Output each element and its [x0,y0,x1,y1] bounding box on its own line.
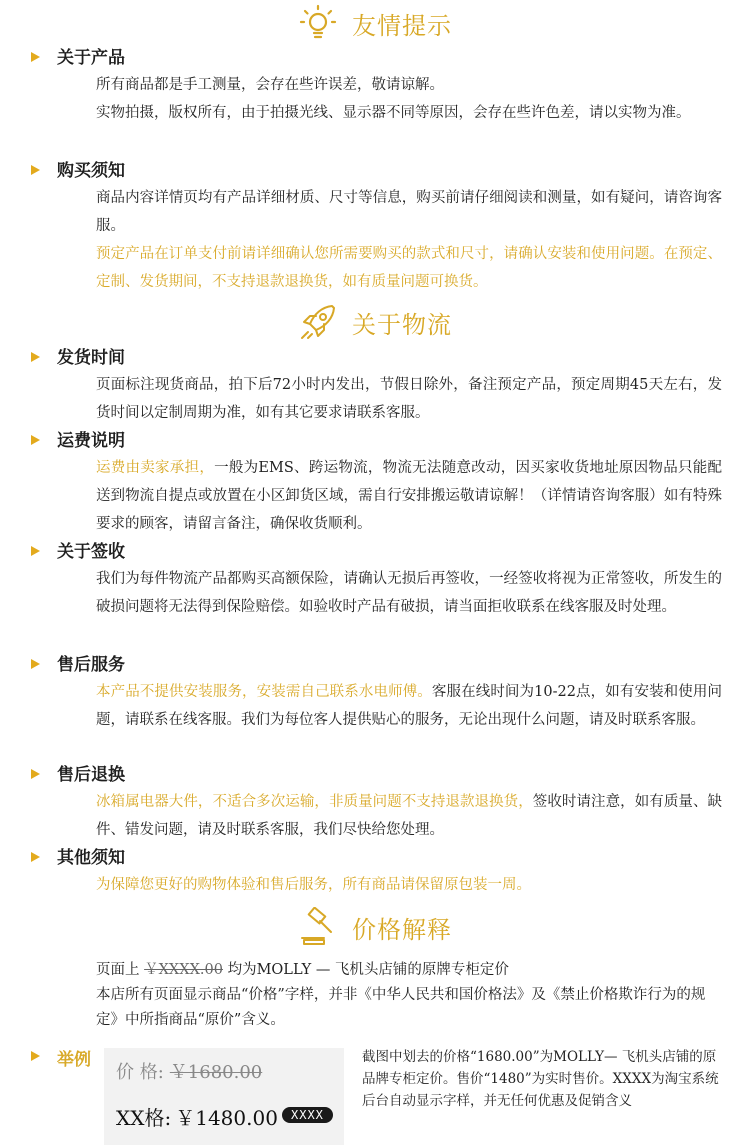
gavel-icon [298,907,338,947]
bullet-triangle-icon [31,1051,40,1061]
bullet-triangle-icon [31,852,40,862]
text-body: 页面标注现货商品，拍下后72小时内发出，节假日除外，备注预定产品，预定周期45天左右，发货时间以定制周期为准，如有其它要求请联系客服。 [96,377,722,421]
bullet-triangle-icon [31,435,40,445]
bullet-triangle-icon [31,659,40,669]
text-highlight: 本产品不提供安装服务，安装需自己联系水电师傅。 [96,684,432,700]
item-label: 关于签收 [57,542,125,562]
item-text [96,71,722,127]
section-title: 友情提示 [352,11,452,40]
item-label: 购买须知 [57,161,125,181]
item-about-product [0,45,750,127]
text-line: 所有商品都是手工测量，会存在些许误差，敬请谅解。 [96,77,444,93]
item-signing [0,539,750,621]
item-returns [0,762,750,844]
item-text [96,371,722,427]
item-label: 售后退换 [57,765,125,785]
item-text [96,184,722,296]
example-price-box [104,1048,344,1145]
text-line-highlight: 预定产品在订单支付前请详细确认您所需要购买的款式和尺寸，请确认安装和使用问题。在预定、定制、发货期间，不支持退款退换货，如有质量问题可换货。 [96,246,722,290]
text-body: 我们为每件物流产品都购买高额保险，请确认无损后再签收，一经签收将视为正常签收，所发生的破损问题将无法得到保险赔偿。如验收时产品有破损，请当面拒收联系在线客服及时处理。 [96,571,722,615]
struck-price: ￥XXXX.00 [144,962,223,978]
item-text [96,678,722,734]
example-current-price [116,1102,278,1131]
item-text [96,565,722,621]
section-header-price [0,907,750,947]
current-price-label: XX格: [116,1106,172,1130]
item-label: 关于产品 [57,48,125,68]
price-explanation-line2: 本店所有页面显示商品“价格”字样，并非《中华人民共和国价格法》及《禁止价格欺诈行为的规定》中所指商品“原价”含义。 [96,987,706,1028]
bullet-triangle-icon [31,769,40,779]
rocket-icon [298,302,338,342]
section-header-tips [0,3,750,43]
orig-price-value: ￥1680.00 [169,1062,263,1083]
item-other [0,845,750,899]
text-body: 页面上 [96,962,140,978]
item-label: 售后服务 [57,655,125,675]
text-body: 签收时请注意，如有质量、缺件、错发问题，请及时联系客服，我们尽快给您处理。 [96,794,723,838]
orig-price-label: 价 格: [116,1062,164,1083]
bullet-triangle-icon [31,352,40,362]
text-highlight: 冰箱属电器大件，不适合多次运输，非质量问题不支持退款退换货， [96,794,533,810]
item-label: 发货时间 [57,348,125,368]
section-header-logistics [0,302,750,342]
bullet-triangle-icon [31,165,40,175]
text-highlight: 运费由卖家承担， [96,460,215,476]
example-note: 截图中划去的价格“1680.00”为MOLLY— 飞机头店铺的原品牌专柜定价。售价“1480”为实时售价。XXXX为淘宝系统后台自动显示字样，并无任何优惠及促销含义 [362,1049,719,1109]
section-title: 关于物流 [352,310,452,339]
item-text [96,871,722,899]
item-label: 其他须知 [57,848,125,868]
example-label: 举例 [57,1050,91,1070]
item-shipping-time [0,345,750,427]
item-text [96,454,722,538]
text-body: 客服在线时间为10-22点，如有安装和使用问题，请联系在线客服。我们为每位客人提供贴心的服务，无论出现什么问题，请及时联系客服。 [96,684,722,728]
item-purchase-notice [0,158,750,296]
text-body: 均为MOLLY — 飞机头店铺的原牌专柜定价 [227,962,509,978]
example-original-price [116,1058,262,1084]
bullet-triangle-icon [31,546,40,556]
section-title: 价格解释 [352,915,452,944]
lightbulb-icon [298,3,338,43]
text-highlight: 为保障您更好的购物体验和售后服务，所有商品请保留原包装一周。 [96,877,531,893]
item-after-sales [0,652,750,734]
text-line: 商品内容详情页均有产品详细材质、尺寸等信息，购买前请仔细阅读和测量，如有疑问，请咨询客服。 [96,190,722,234]
text-line: 实物拍摄，版权所有，由于拍摄光线、显示器不同等原因，会存在些许色差，请以实物为准。 [96,105,691,121]
bullet-triangle-icon [31,52,40,62]
price-explanation-line1 [96,958,722,983]
price-badge: XXXX [282,1107,333,1123]
current-price-value: ￥1480.00 [175,1106,278,1130]
item-label: 运费说明 [57,431,125,451]
item-text [96,788,722,844]
text-body: 一般为EMS、跨运物流，物流无法随意改动，因买家收货地址原因物品只能配送到物流自提点或放置在小区卸货区域，需自行安排搬运敬请谅解！（详情请咨询客服）如有特殊要求的顾客，请留言备注，确保收货顺利。 [96,460,722,532]
item-freight [0,428,750,538]
